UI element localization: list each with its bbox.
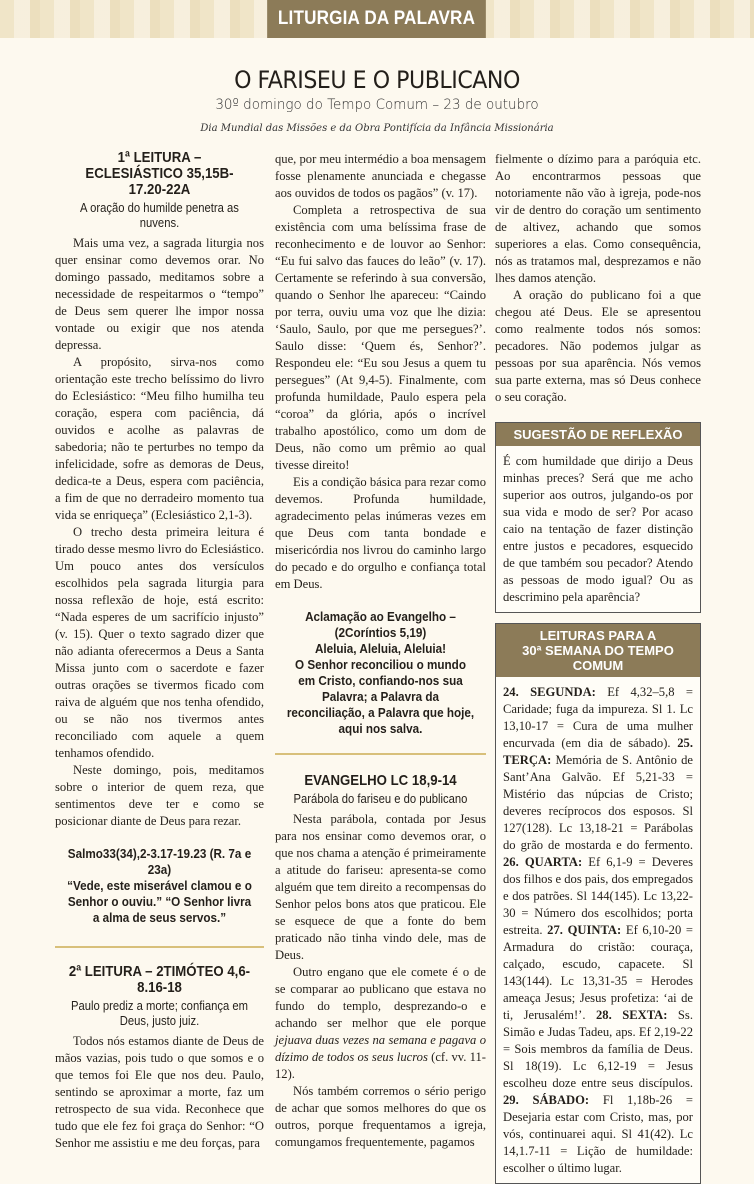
day-label: 24. SEGUNDA: — [503, 685, 596, 699]
gospel-heading: EVANGELHO LC 18,9-14 — [304, 772, 457, 789]
reflection-box — [495, 422, 701, 613]
column-2 — [275, 151, 486, 1151]
text-segment: Ss. Simão e Judas Tadeu, aps. Ef 2,19-22 = Sois membros da família de Deus. Sl 18(19). Lc 6,12-19 = Jesus escolheu doze entre seus discípulos. — [503, 1008, 693, 1090]
day-label: 27. QUINTA: — [547, 923, 622, 937]
paragraph: fielmente o dízimo para a paróquia etc. Ao encontrarmos pessoas que notoriamente não vão à igreja, pode-nos vir de dentro do coração um sentimento de altivez, achando que somos superiores a elas. Como consequência, nós as tratamos mal, desprezamos e não lhes damos atenção. — [495, 152, 701, 285]
text-segment: Outro engano que ele comete é o de se comparar ao publicano que estava no fundo do templo, desprezando-o e achando ser melhor que ele porque — [275, 965, 486, 1030]
acclamation-title: Aclamação ao Evangelho – (2Coríntios 5,19) — [305, 609, 456, 640]
reading1-subtitle: A oração do humilde penetra as nuvens. — [80, 201, 239, 230]
text-segment: Ef 6,1-9 = Deveres dos filhos e dos pais, dos empregados e dos patrões. Sl 144(145). Lc 13,22-30 = Número dos escolhidos; porta estreita. — [503, 855, 693, 937]
paragraph: Eis a condição básica para rezar como devemos. Profunda humildade, agradecimento pelas inúmeras vezes em que Deus com tanta bondade e misericórdia nos livrou do caminho largo do pecado e do orgulho e confiança total em Deus. — [275, 475, 486, 591]
day-label: 28. SEXTA: — [595, 1008, 668, 1022]
reading2-heading: 2ª LEITURA – 2TIMÓTEO 4,6-8.16-18 — [68, 963, 251, 996]
column-3 — [495, 151, 701, 1184]
gospel-subtitle: Parábola do fariseu e do publicano — [293, 792, 468, 806]
heading-line: 30ª SEMANA DO TEMPO COMUM — [522, 643, 674, 673]
reading2-subtitle: Paulo prediz a morte; confiança em Deus, justo juiz. — [71, 999, 248, 1028]
paragraph: Todos nós estamos diante de Deus de mãos vazias, pois tudo o que somos e o que temos foi Ele que nos deu. Paulo, sentindo se aproximar a morte, faz um retrospecto de sua vida. Reconhece que tudo que ele fez foi graça do Senhor: “O Senhor me assistiu e me deu forças, para — [55, 1034, 264, 1150]
day-label: 26. QUARTA: — [503, 855, 583, 869]
weekly-readings-heading — [496, 624, 700, 677]
page-title: O FARISEU E O PUBLICANO — [234, 66, 520, 94]
paragraph: O trecho desta primeira leitura é tirado desse mesmo livro do Eclesiástico. Um pouco antes dos versículos escolhidos pela sagrada liturgia para nossa reflexão de hoje, está escrito: “Nada esperes de um sacrifício injusto” (v. 15). Quer o texto sagrado dizer que não adianta oferecermos a Deus a Santa Missa junto com o sacerdote e fazer outras orações se tivermos ficado com raiva de alguém que nos tenha ofendido, ou se não nos tivermos antes reconciliado com aquele a quem tenhamos ofendido. — [55, 525, 264, 760]
text-segment: (cf. vv. 11-12). — [275, 1050, 486, 1081]
paragraph: Completa a retrospectiva de sua existência com uma belíssima frase de reconhecimento e de louvor ao Senhor: “Eu fui salvo das fauces do leão” (v. 17). Certamente se referindo à sua conversão, quando o Senhor lhe apareceu: “Caindo por terra, ouviu uma voz que lhe dizia: ‘Saulo, Saulo, por que me persegues?’. Saulo disse: ‘Quem és, Senhor?’. Respondeu ele: “Eu sou Jesus a quem tu persegues” (At 9,4-5). Finalmente, com profunda humildade, Paulo espera pela “coroa” da glória, após o incrível trabalho apostólico, como um dom de Deus, não como um prêmio ao qual tivesse direito! — [275, 203, 486, 472]
page-subtitle: 30º domingo do Tempo Comum – 23 de outubro — [215, 97, 539, 113]
paragraph: Mais uma vez, a sagrada liturgia nos quer ensinar como devemos orar. No domingo passado, meditamos sobre a necessidade de respeitarmos o “tempo” de Deus sem querer lhe impor nossa vontade ou exigir que nos atenda depressa. — [55, 236, 264, 352]
reflection-heading: SUGESTÃO DE REFLEXÃO — [496, 423, 700, 446]
text-segment: Memória de S. Antônio de Sant’Ana Galvão. Ef 5,21-33 = Mistério das núpcias de Cristo; deveres recíprocos dos esposos. Sl 127(128). Lc 13,18-21 = Parábolas do grão de mostarda e do fermento. — [503, 753, 693, 852]
section-banner: LITURGIA DA PALAVRA — [267, 0, 486, 38]
text-segment: Ef 4,32–5,8 = Caridade; fuga da impureza. Sl 1. Lc 13,10-17 = Cura de uma mulher encurvada (em dia de sábado). — [503, 685, 693, 750]
reflection-text: É com humildade que dirijo a Deus minhas preces? Será que me acho superior aos outros, julgando-os por sua vida e modo de ser? Por acaso caio na tentação de fazer distinção entre justos e pecadores, esquecido de que também sou pecador? Atendo as pessoas de modo igual? Ou as descrimino pela aparência? — [503, 454, 693, 604]
paragraph: Nesta parábola, contada por Jesus para nos ensinar como devemos orar, o que nos chama a atenção é primeiramente a atitude do fariseu: apresenta-se como alguém que tem direito a recompensas do Senhor pelos bons atos que praticou. Ele se esquece de que a fonte do bem praticado não tinha vindo dele, mas de Deus. — [275, 812, 486, 962]
text-segment: jejuava duas vezes na semana e pagava o dízimo de todos os seus lucros — [275, 1033, 486, 1064]
reading1-heading: 1ª LEITURA – ECLESIÁSTICO 35,15B-17.20-22A — [85, 149, 234, 198]
paragraph — [275, 964, 486, 1083]
paragraph: que, por meu intermédio a boa mensagem fosse plenamente anunciada e chegasse aos ouvidos de todos os pagãos” (v. 17). — [275, 152, 486, 200]
acclamation-text: O Senhor reconciliou o mundo em Cristo, confiando-nos sua Palavra; a Palavra da reconciliação, a Palavra que hoje, aqui nos salva. — [286, 657, 475, 736]
paragraph: Nós também corremos o sério perigo de achar que somos melhores do que os outros, porque frequentamos a igreja, comungamos frequentemente, pagamos — [275, 1084, 486, 1149]
heading-line: LEITURAS PARA A — [539, 628, 657, 643]
psalm-reference: Salmo33(34),2-3.17-19.23 (R. 7a e 23a) — [67, 846, 252, 877]
acclamation-alleluia: Aleluia, Aleluia, Aleluia! — [314, 641, 447, 656]
text-segment: Ef 6,10-20 = Armadura do cristão: couraça, calçado, escudo, capacete. Sl 143(144). Lc 13,31-35 = Herodes ameaça Jesus; Jesus profetiza: ‘ai de ti, Jerusalém!’. — [503, 923, 693, 1022]
column-1 — [55, 150, 264, 1152]
paragraph: A oração do publicano foi a que chegou até Deus. Ele se apresentou como realmente todos nós somos: pecadores. Não podemos julgar as pessoas por sua aparência. Nós vemos sua parte externa, mas só Deus conhece o seu coração. — [495, 288, 701, 404]
paragraph: Neste domingo, pois, meditamos sobre o interior de quem reza, que sentimentos deve ter e como se posicionar diante de Deus para rezar. — [55, 763, 264, 828]
text-segment: Fl 1,18b-26 = Desejaria estar com Cristo, mas, por vós, continuarei aqui. Sl 41(42). Lc 14,1.7-11 = Lição de humildade: escolher o último lugar. — [503, 1093, 693, 1175]
day-label: 25. TERÇA: — [503, 736, 693, 767]
weekly-readings-text — [496, 677, 700, 1183]
weekly-readings-box — [495, 623, 701, 1184]
paragraph: A propósito, sirva-nos como orientação este trecho belíssimo do livro do Eclesiástico: “Meu filho humilha teu coração, espera com paciência, dá ouvidos e acolhe as palavras de sabedoria; não te perturbes no tempo da infelicidade, sofre as demoras de Deus, dedica-te a Deus, espera com paciência, a fim de que no derradeiro momento tua vida se enriqueça” (Eclesiástico 2,1-3). — [55, 355, 264, 522]
dedication: Dia Mundial das Missões e da Obra Pontifícia da Infância Missionária — [200, 123, 554, 134]
day-label: 29. SÁBADO: — [503, 1093, 590, 1107]
psalm-response: “Vede, este miserável clamou e o Senhor o ouviu.” “O Senhor livra a alma de seus servos.” — [67, 878, 252, 925]
